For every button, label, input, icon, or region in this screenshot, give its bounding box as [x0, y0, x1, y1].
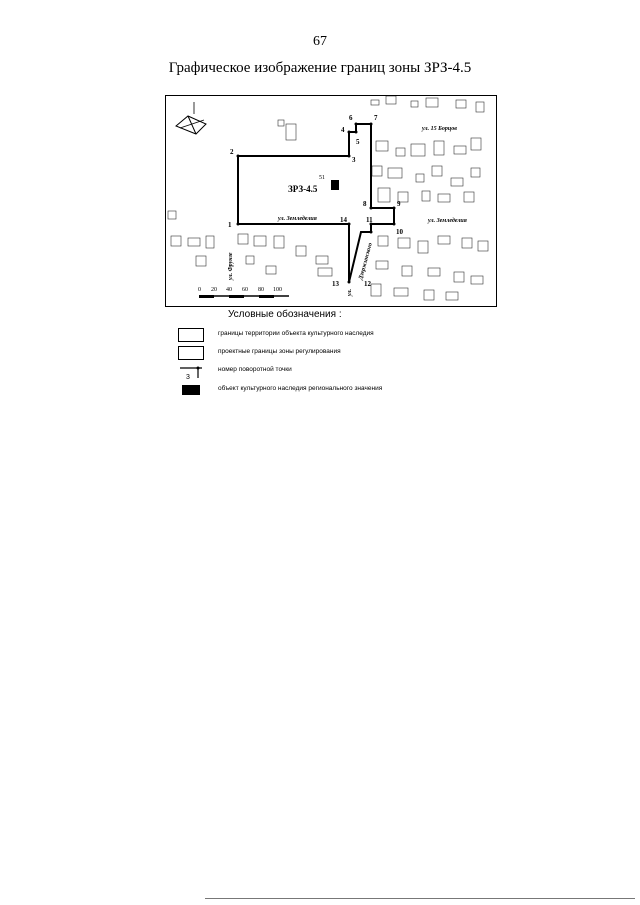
point-label: 4 — [341, 126, 345, 134]
street-label: ул. 15 Борцов — [422, 126, 457, 132]
point-label: 12 — [364, 280, 371, 288]
scale-tick: 40 — [226, 287, 232, 293]
heritage-object — [331, 180, 339, 190]
turning-point-marker-icon — [178, 364, 204, 380]
point-label: 8 — [363, 200, 367, 208]
square-outline-icon — [178, 346, 204, 360]
point-label: 6 — [349, 114, 353, 122]
zone-map — [165, 95, 497, 307]
point-label: 5 — [356, 138, 360, 146]
legend-item-turning-point — [178, 364, 292, 380]
filled-object-icon — [178, 383, 204, 397]
object-number: 51 — [319, 175, 325, 181]
legend-label: объект культурного наследия регионального значения — [218, 385, 383, 392]
street-label: ул. — [347, 288, 353, 296]
bottom-rule — [205, 898, 635, 899]
legend-label: номер поворотной точки — [218, 366, 292, 373]
street-label: ул. Земледелия — [428, 218, 467, 224]
point-label: 2 — [230, 148, 234, 156]
marker-number: 3 — [186, 374, 190, 380]
legend-item-heritage-object — [178, 383, 383, 397]
street-label: Дзержинского — [358, 242, 374, 281]
north-arrow-icon — [176, 102, 206, 134]
scale-tick: 80 — [258, 287, 264, 293]
scale-tick: 60 — [242, 287, 248, 293]
point-label: 14 — [340, 216, 347, 224]
legend-label: проектные границы зоны регулирования — [218, 348, 341, 355]
scale-tick: 20 — [211, 287, 217, 293]
page-title: Графическое изображение границ зоны ЗРЗ-4.5 — [168, 60, 472, 76]
scale-tick: 100 — [273, 287, 282, 293]
point-label: 1 — [228, 221, 232, 229]
point-label: 3 — [352, 156, 356, 164]
page-number: 67 — [313, 34, 327, 49]
point-label: 7 — [374, 114, 378, 122]
scale-bar — [199, 295, 289, 298]
point-label: 10 — [396, 228, 403, 236]
point-label: 9 — [397, 200, 401, 208]
zone-label: ЗРЗ-4.5 — [288, 184, 318, 194]
point-label: 13 — [332, 280, 339, 288]
point-label: 11 — [366, 216, 373, 224]
scale-tick: 0 — [198, 287, 201, 293]
legend-title: Условные обозначения : — [228, 309, 342, 320]
square-outline-icon — [178, 328, 204, 342]
street-label: ул. Земледелия — [278, 216, 317, 222]
street-label: ул. Фрунзе — [228, 252, 234, 280]
legend-label: границы территории объекта культурного наследия — [218, 330, 374, 337]
